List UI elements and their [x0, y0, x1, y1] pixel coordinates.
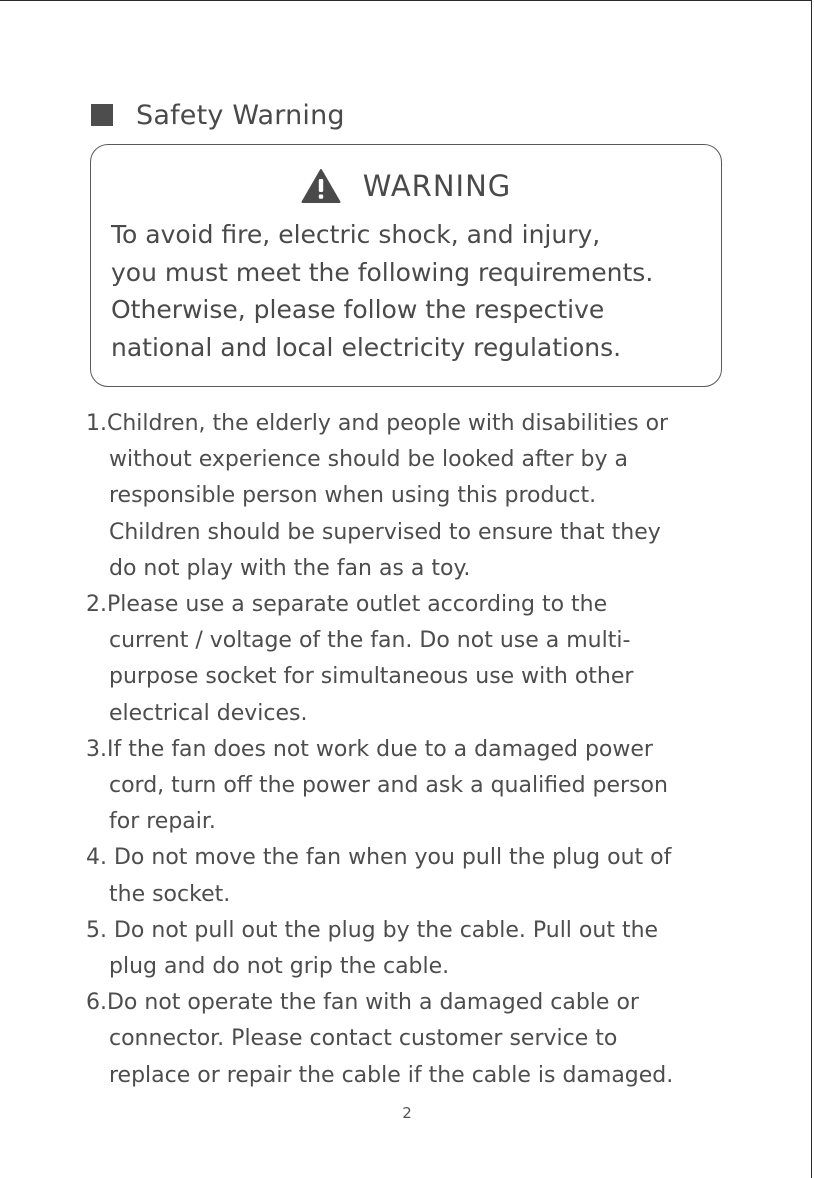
warning-line: Otherwise, please follow the respective — [111, 295, 605, 324]
requirement-item-3 — [86, 732, 726, 841]
requirement-line: without experience should be looked after by a — [109, 447, 628, 473]
requirement-line: plug and do not grip the cable. — [109, 954, 450, 980]
requirement-line: purpose socket for simultaneous use with other — [109, 664, 634, 690]
requirement-line: 5. Do not pull out the plug by the cable. Pull out the — [86, 917, 659, 943]
requirement-line: do not play with the fan as a toy. — [109, 555, 471, 581]
requirement-item-1 — [86, 406, 726, 587]
warning-text — [111, 216, 711, 366]
requirements-list — [86, 406, 726, 1094]
requirement-line: 4. Do not move the fan when you pull the plug out of — [86, 845, 672, 871]
requirement-line: current / voltage of the fan. Do not use a multi- — [109, 628, 631, 654]
warning-box — [90, 144, 722, 387]
requirement-item-5 — [86, 913, 726, 985]
requirement-item-4 — [86, 840, 726, 912]
requirement-line: responsible person when using this product. — [109, 483, 597, 509]
section-title: Safety Warning — [136, 99, 345, 131]
requirement-line: 2.Please use a separate outlet according to the — [86, 592, 608, 618]
page-number: 2 — [402, 1104, 412, 1122]
requirement-line: 1.Children, the elderly and people with disabilities or — [86, 411, 669, 436]
page-border-top — [0, 0, 812, 1]
requirement-line: Children should be supervised to ensure that they — [109, 519, 661, 545]
warning-triangle-icon — [301, 168, 341, 204]
warning-line: To avoid fire, electric shock, and injury, — [111, 220, 601, 249]
section-heading — [91, 97, 345, 133]
requirement-line: for repair. — [109, 809, 216, 835]
requirement-line: 3.If the fan does not work due to a damaged power — [86, 736, 653, 762]
warning-line: you must meet the following requirements. — [111, 257, 654, 287]
warning-title-row — [91, 168, 721, 204]
page-border-right — [811, 0, 812, 1178]
requirement-item-2 — [86, 587, 726, 732]
requirement-line: connector. Please contact customer service to — [109, 1026, 618, 1052]
warning-line: national and local electricity regulations. — [111, 332, 622, 362]
section-bullet-square-icon — [91, 104, 113, 126]
requirement-item-6 — [86, 985, 726, 1094]
requirement-line: cord, turn off the power and ask a qualified person — [109, 773, 668, 799]
warning-title: WARNING — [362, 169, 512, 203]
requirement-line: electrical devices. — [109, 700, 308, 726]
requirement-line: 6.Do not operate the fan with a damaged cable or — [86, 990, 639, 1016]
requirement-line: replace or repair the cable if the cable is damaged. — [109, 1062, 674, 1088]
requirement-line: the socket. — [109, 881, 231, 907]
